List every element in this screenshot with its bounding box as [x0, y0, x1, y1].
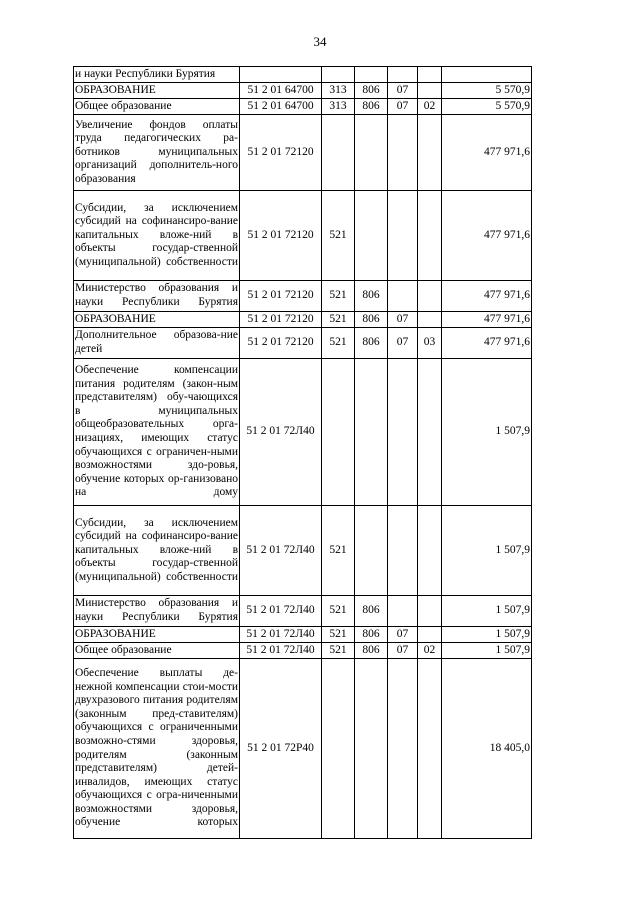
row-name: Увеличение фондов оплаты труда педагогических ра-ботников муниципальных организаций дополнитель-ного образования: [74, 115, 240, 191]
row-pr: 02: [418, 99, 442, 115]
row-pr: [418, 83, 442, 99]
row-vr: 521: [322, 281, 355, 312]
row-sum: 1 507,9: [442, 627, 532, 643]
row-pr: [418, 506, 442, 596]
row-code: 51 2 01 72120: [240, 281, 322, 312]
row-code: 51 2 01 72Л40: [240, 596, 322, 627]
row-sum: 477 971,6: [442, 312, 532, 328]
row-pr: [418, 115, 442, 191]
row-pr: [418, 627, 442, 643]
table-row: [74, 596, 532, 627]
row-rz: 07: [388, 643, 418, 659]
row-name: Министерство образования и науки Республики Бурятия: [74, 596, 240, 627]
row-rz: 07: [388, 83, 418, 99]
row-sum: 477 971,6: [442, 328, 532, 359]
row-gr: [355, 67, 388, 83]
row-code: 51 2 01 64700: [240, 99, 322, 115]
row-gr: 806: [355, 328, 388, 359]
row-vr: [322, 115, 355, 191]
page-number: 34: [313, 34, 327, 49]
row-name: Министерство образования и науки Республики Бурятия: [74, 281, 240, 312]
row-rz: [388, 115, 418, 191]
row-vr: 521: [322, 328, 355, 359]
table-row: [74, 643, 532, 659]
table-row: [74, 191, 532, 281]
row-rz: 07: [388, 328, 418, 359]
row-code: 51 2 01 72Л40: [240, 506, 322, 596]
row-gr: [355, 359, 388, 506]
row-rz: 07: [388, 99, 418, 115]
row-pr: [418, 281, 442, 312]
row-vr: 521: [322, 643, 355, 659]
row-gr: 806: [355, 643, 388, 659]
row-name: Дополнительное образова-ние детей: [74, 328, 240, 359]
row-rz: [388, 659, 418, 839]
table-row: [74, 281, 532, 312]
row-gr: 806: [355, 281, 388, 312]
row-gr: 806: [355, 596, 388, 627]
table-row: [74, 99, 532, 115]
row-name: Общее образование: [74, 99, 240, 115]
table-row: [74, 627, 532, 643]
row-vr: 521: [322, 312, 355, 328]
row-code: 51 2 01 64700: [240, 83, 322, 99]
row-vr: 521: [322, 627, 355, 643]
table-row: [74, 115, 532, 191]
row-code: 51 2 01 72120: [240, 115, 322, 191]
row-rz: 07: [388, 627, 418, 643]
row-code: 51 2 01 72120: [240, 191, 322, 281]
row-gr: 806: [355, 627, 388, 643]
row-sum: 5 570,9: [442, 99, 532, 115]
table-row: [74, 67, 532, 83]
row-pr: 03: [418, 328, 442, 359]
row-name: и науки Республики Бурятия: [74, 67, 240, 83]
row-vr: [322, 67, 355, 83]
row-pr: [418, 312, 442, 328]
row-gr: [355, 191, 388, 281]
row-gr: 806: [355, 83, 388, 99]
row-name: ОБРАЗОВАНИЕ: [74, 627, 240, 643]
row-vr: [322, 359, 355, 506]
row-name: Общее образование: [74, 643, 240, 659]
row-name: ОБРАЗОВАНИЕ: [74, 83, 240, 99]
row-name: ОБРАЗОВАНИЕ: [74, 312, 240, 328]
row-sum: [442, 67, 532, 83]
row-code: 51 2 01 72120: [240, 328, 322, 359]
row-name: Субсидии, за исключением субсидий на софинансиро-вание капитальных вложе-ний в объекты государ-ственной (муниципальной) собственности: [74, 506, 240, 596]
row-code: 51 2 01 72Р40: [240, 659, 322, 839]
row-gr: [355, 506, 388, 596]
row-rz: [388, 596, 418, 627]
row-pr: 02: [418, 643, 442, 659]
row-sum: 1 507,9: [442, 643, 532, 659]
row-vr: 521: [322, 191, 355, 281]
row-code: 51 2 01 72Л40: [240, 627, 322, 643]
row-vr: 521: [322, 596, 355, 627]
table-row: [74, 312, 532, 328]
row-vr: 521: [322, 506, 355, 596]
row-rz: [388, 506, 418, 596]
row-code: 51 2 01 72Л40: [240, 359, 322, 506]
row-pr: [418, 596, 442, 627]
table-row: [74, 659, 532, 839]
row-sum: 1 507,9: [442, 596, 532, 627]
row-name: Субсидии, за исключением субсидий на софинансиро-вание капитальных вложе-ний в объекты государ-ственной (муниципальной) собственности: [74, 191, 240, 281]
table-body: [74, 67, 532, 839]
table-row: [74, 83, 532, 99]
row-vr: [322, 659, 355, 839]
row-rz: 07: [388, 312, 418, 328]
row-rz: [388, 281, 418, 312]
row-sum: 477 971,6: [442, 281, 532, 312]
budget-table: [73, 66, 532, 839]
row-code: 51 2 01 72Л40: [240, 643, 322, 659]
row-sum: 1 507,9: [442, 359, 532, 506]
row-vr: 313: [322, 83, 355, 99]
row-rz: [388, 191, 418, 281]
row-gr: 806: [355, 99, 388, 115]
row-gr: 806: [355, 312, 388, 328]
row-name: Обеспечение компенсации питания родителям (закон-ным представителям) обу-чающихся в муниципальных общеобразовательных орга-низациях, имеющих статус обучающихся с ограничен-ными возможностями здо-ровья, обучение которых ор-ганизовано на дому: [74, 359, 240, 506]
table-row: [74, 328, 532, 359]
row-rz: [388, 67, 418, 83]
row-gr: [355, 659, 388, 839]
row-vr: 313: [322, 99, 355, 115]
table-row: [74, 359, 532, 506]
row-sum: 5 570,9: [442, 83, 532, 99]
row-pr: [418, 359, 442, 506]
row-sum: 477 971,6: [442, 191, 532, 281]
table-row: [74, 506, 532, 596]
row-pr: [418, 659, 442, 839]
row-pr: [418, 67, 442, 83]
row-code: [240, 67, 322, 83]
row-name: Обеспечение выплаты де-нежной компенсации стои-мости двухразового питания родителям (законным пред-ставителям) обучающихся с ограниченными возможно-стями здоровья, родителям (законным представителям) детей-инвалидов, имеющих статус обучающихся с огра-ниченными возможностями здоровья, обучение которых: [74, 659, 240, 839]
row-rz: [388, 359, 418, 506]
row-gr: [355, 115, 388, 191]
row-sum: 18 405,0: [442, 659, 532, 839]
row-code: 51 2 01 72120: [240, 312, 322, 328]
row-pr: [418, 191, 442, 281]
row-sum: 477 971,6: [442, 115, 532, 191]
row-sum: 1 507,9: [442, 506, 532, 596]
